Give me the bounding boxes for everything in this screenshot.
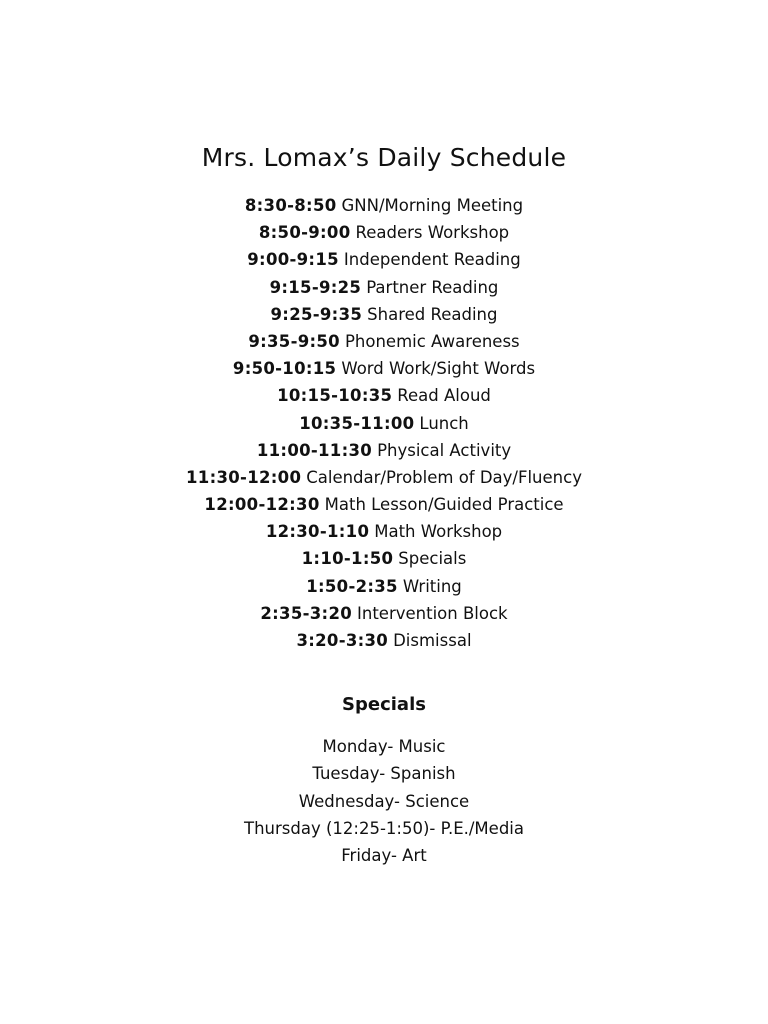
specials-item: Wednesday- Science	[298, 791, 470, 811]
schedule-activity: Math Lesson/Guided Practice	[324, 495, 564, 515]
schedule-row	[0, 518, 768, 545]
schedule-row	[0, 274, 768, 301]
schedule-time: 9:25-9:35	[270, 304, 363, 324]
schedule-row	[0, 246, 768, 273]
schedule-time: 8:50-9:00	[258, 223, 351, 243]
schedule-time: 3:20-3:30	[296, 631, 389, 650]
schedule-row	[0, 410, 768, 437]
schedule-time: 10:35-11:00	[299, 413, 415, 433]
schedule-row	[0, 437, 768, 464]
schedule-activity: Readers Workshop	[355, 223, 510, 243]
schedule-activity: Word Work/Sight Words	[341, 359, 536, 379]
schedule-time: 1:10-1:50	[301, 549, 394, 569]
schedule-activity: Phonemic Awareness	[344, 331, 520, 351]
schedule-time: 12:30-1:10	[265, 522, 370, 542]
schedule-row	[0, 219, 768, 246]
schedule-row	[0, 355, 768, 382]
schedule-time: 11:00-11:30	[256, 440, 373, 460]
schedule-activity: Shared Reading	[367, 304, 498, 324]
schedule-activity: Specials	[398, 549, 467, 569]
specials-list	[0, 733, 768, 869]
schedule-row	[0, 382, 768, 409]
schedule-activity: Dismissal	[393, 631, 472, 650]
schedule-time: 9:35-9:50	[248, 331, 340, 351]
schedule-activity: Math Workshop	[374, 522, 503, 542]
schedule-row	[0, 627, 768, 654]
page-title: Mrs. Lomax’s Daily Schedule	[201, 143, 567, 172]
specials-item: Friday- Art	[341, 846, 427, 866]
schedule-time: 11:30-12:00	[186, 467, 302, 487]
specials-item: Monday- Music	[322, 737, 446, 756]
schedule-row	[0, 301, 768, 328]
schedule-time: 8:30-8:50	[244, 196, 337, 215]
schedule-row	[0, 600, 768, 627]
schedule-activity: Independent Reading	[343, 250, 521, 270]
schedule-time: 9:50-10:15	[232, 359, 337, 379]
schedule-activity: Calendar/Problem of Day/Fluency	[306, 467, 582, 487]
schedule-row	[0, 328, 768, 355]
schedule-time: 1:50-2:35	[306, 576, 398, 596]
schedule-activity: Writing	[402, 576, 462, 596]
schedule-time: 9:15-9:25	[269, 277, 362, 297]
schedule-activity: Read Aloud	[397, 386, 491, 406]
specials-item: Tuesday- Spanish	[312, 764, 456, 784]
schedule-time: 10:15-10:35	[277, 386, 393, 406]
schedule-time: 9:00-9:15	[247, 250, 339, 270]
schedule-row	[0, 192, 768, 219]
schedule-activity: GNN/Morning Meeting	[341, 196, 524, 215]
schedule-time: 12:00-12:30	[204, 495, 320, 515]
schedule-time: 2:35-3:20	[260, 603, 353, 623]
schedule-activity: Intervention Block	[357, 603, 508, 623]
specials-item: Thursday (12:25-1:50)- P.E./Media	[243, 818, 524, 838]
schedule-row	[0, 464, 768, 491]
specials-heading: Specials	[342, 694, 426, 715]
schedule-activity: Lunch	[419, 413, 469, 433]
schedule-row	[0, 573, 768, 600]
schedule-activity: Physical Activity	[377, 440, 512, 460]
schedule-list	[0, 192, 768, 654]
schedule-row	[0, 545, 768, 572]
schedule-activity: Partner Reading	[366, 277, 499, 297]
schedule-row	[0, 491, 768, 518]
